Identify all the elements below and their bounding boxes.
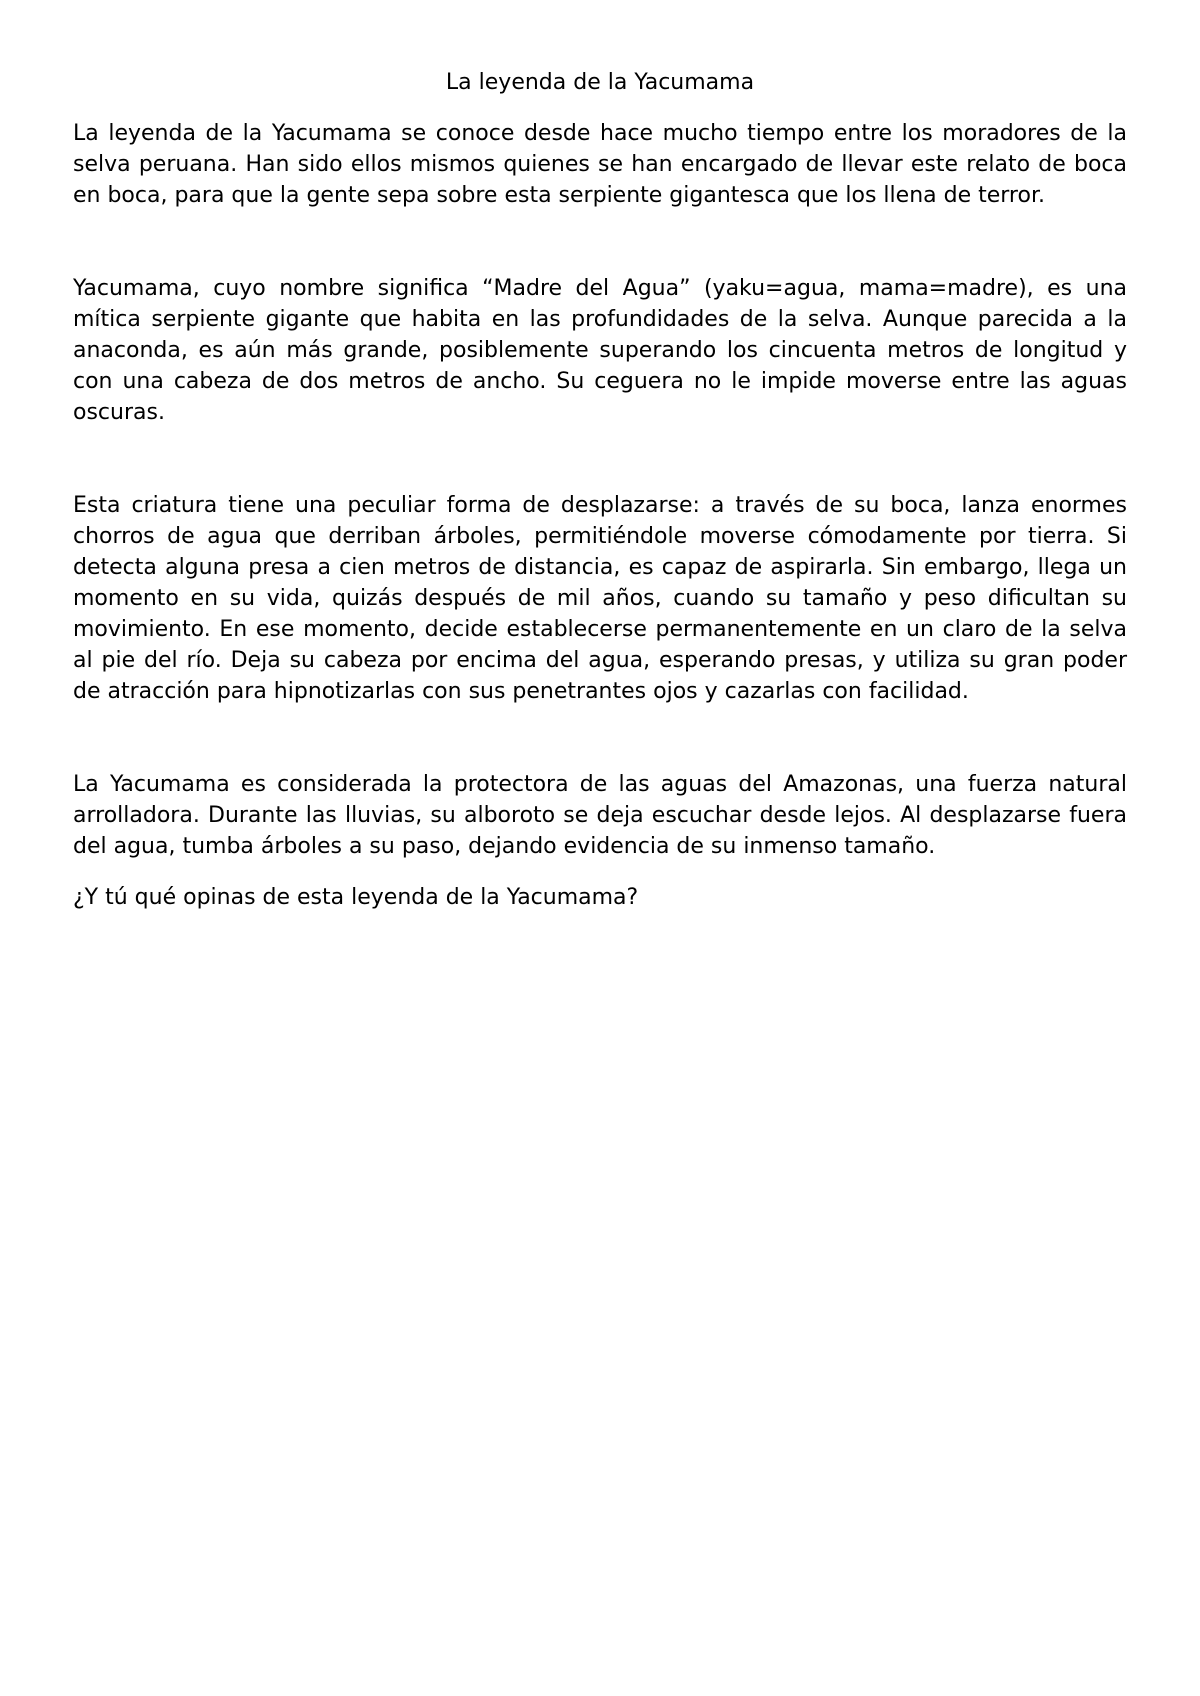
document-body bbox=[73, 68, 1127, 913]
paragraph-intro: La leyenda de la Yacumama se conoce desde hace mucho tiempo entre los moradores de la selva peruana. Han sido ellos mismos quienes se han encargado de llevar este relato de boca en boca, para que la gente sepa sobre esta serpiente gigantesca que los llena de terror. bbox=[73, 121, 1127, 208]
paragraph-question: ¿Y tú qué opinas de esta leyenda de la Yacumama? bbox=[73, 885, 639, 910]
document-title: La leyenda de la Yacumama bbox=[445, 70, 755, 95]
paragraph-protector: La Yacumama es considerada la protectora de las aguas del Amazonas, una fuerza natural arrolladora. Durante las lluvias, su alboroto se deja escuchar desde lejos. Al desplazarse fuera del agua, tumba árboles a su paso, dejando evidencia de su inmenso tamaño. bbox=[73, 772, 1127, 859]
paragraph-description: Yacumama, cuyo nombre significa “Madre del Agua” (yaku=agua, mama=madre), es una mítica serpiente gigante que habita en las profundidades de la selva. Aunque parecida a la anaconda, es aún más grande, posiblemente superando los cincuenta metros de longitud y con una cabeza de dos metros de ancho. Su ceguera no le impide moverse entre las aguas oscuras. bbox=[73, 276, 1127, 425]
paragraph-movement: Esta criatura tiene una peculiar forma de desplazarse: a través de su boca, lanza enormes chorros de agua que derriban árboles, permitiéndole moverse cómodamente por tierra. Si detecta alguna presa a cien metros de distancia, es capaz de aspirarla. Sin embargo, llega un momento en su vida, quizás después de mil años, cuando su tamaño y peso dificultan su movimiento. En ese momento, decide establecerse permanentemente en un claro de la selva al pie del río. Deja su cabeza por encima del agua, esperando presas, y utiliza su gran poder de atracción para hipnotizarlas con sus penetrantes ojos y cazarlas con facilidad. bbox=[73, 493, 1127, 704]
